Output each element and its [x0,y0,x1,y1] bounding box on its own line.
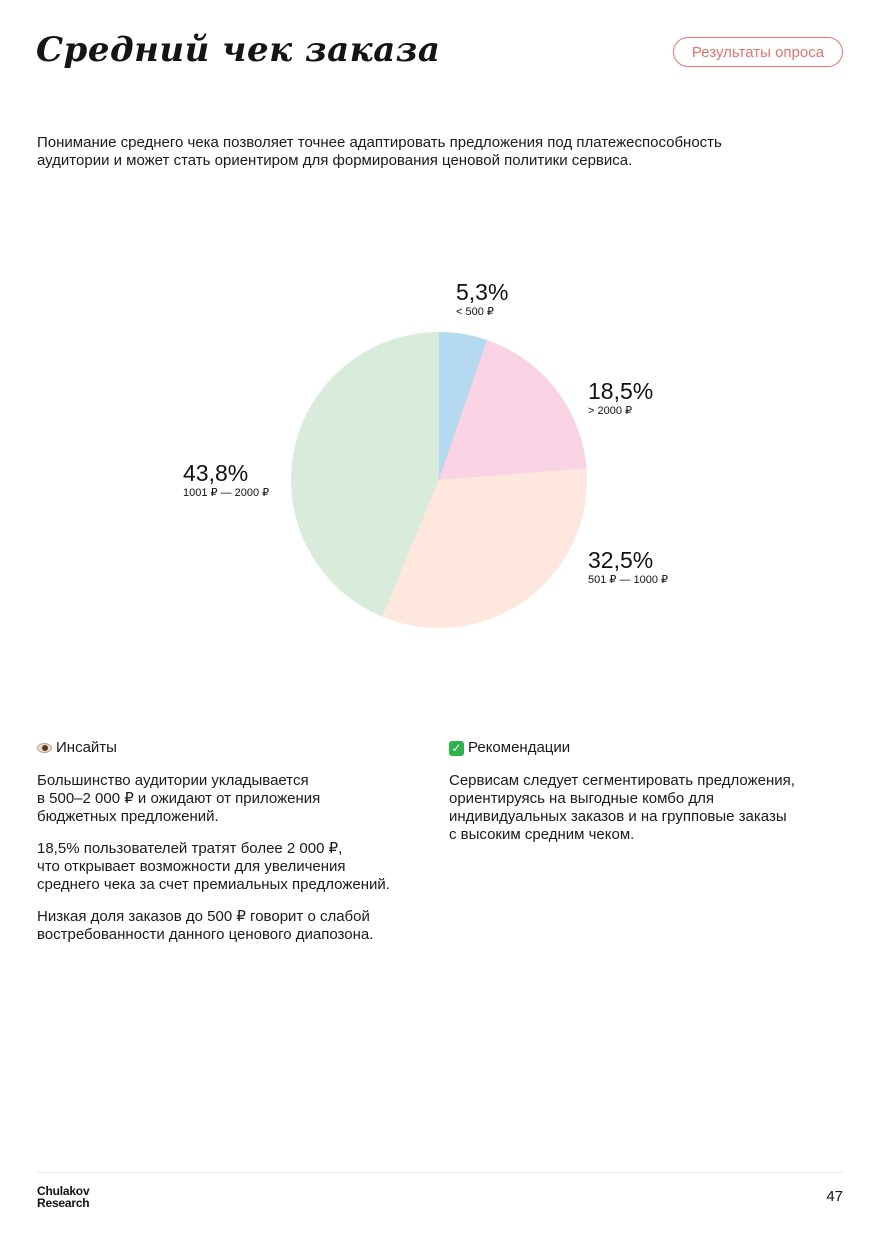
insight-paragraph: Низкая доля заказов до 500 ₽ говорит о слабой востребованности данного ценового диапозона. [37,908,374,943]
pie-chart [0,260,880,680]
footer-divider [37,1172,843,1173]
recommendations-heading [449,738,839,758]
slice-value-label: 5,3% [456,279,509,305]
recommendation-paragraph: Сервисам следует сегментировать предложения, ориентируясь на выгодные комбо для индивидуальных заказов и на групповые заказы с высоким средним чеком. [449,772,795,843]
recommendations-heading-label: Рекомендации [468,739,571,756]
slice-category-label: < 500 ₽ [456,306,494,318]
survey-results-badge[interactable]: Результаты опроса [673,37,843,67]
intro-text: Понимание среднего чека позволяет точнее адаптировать предложения под платежеспособность аудитории и может стать ориентиром для формирования ценовой политики сервиса. [37,134,722,169]
eye-icon [37,743,52,753]
insight-paragraph: 18,5% пользователей тратят более 2 000 ₽, что открывает возможности для увеличения среднего чека за счет премиальных предложений. [37,840,390,893]
slice-value-label: 32,5% [588,547,654,573]
insights-section [37,738,427,958]
slice-value-label: 43,8% [183,460,249,486]
slice-category-label: 1001 ₽ — 2000 ₽ [183,487,270,499]
insights-heading-label: Инсайты [56,739,117,756]
page-title: Средний чек заказа [36,30,441,70]
slice-category-label: 501 ₽ — 1000 ₽ [588,574,669,586]
brand-logo: Chulakov Research [37,1184,90,1210]
recommendations-section [449,738,839,858]
page-number: 47 [826,1188,843,1205]
check-icon: ✓ [449,741,464,756]
slice-value-label: 18,5% [588,378,654,404]
insight-paragraph: Большинство аудитории укладывается в 500–2 000 ₽ и ожидают от приложения бюджетных предложений. [37,772,321,825]
slice-category-label: > 2000 ₽ [588,405,633,417]
insights-heading [37,738,427,758]
